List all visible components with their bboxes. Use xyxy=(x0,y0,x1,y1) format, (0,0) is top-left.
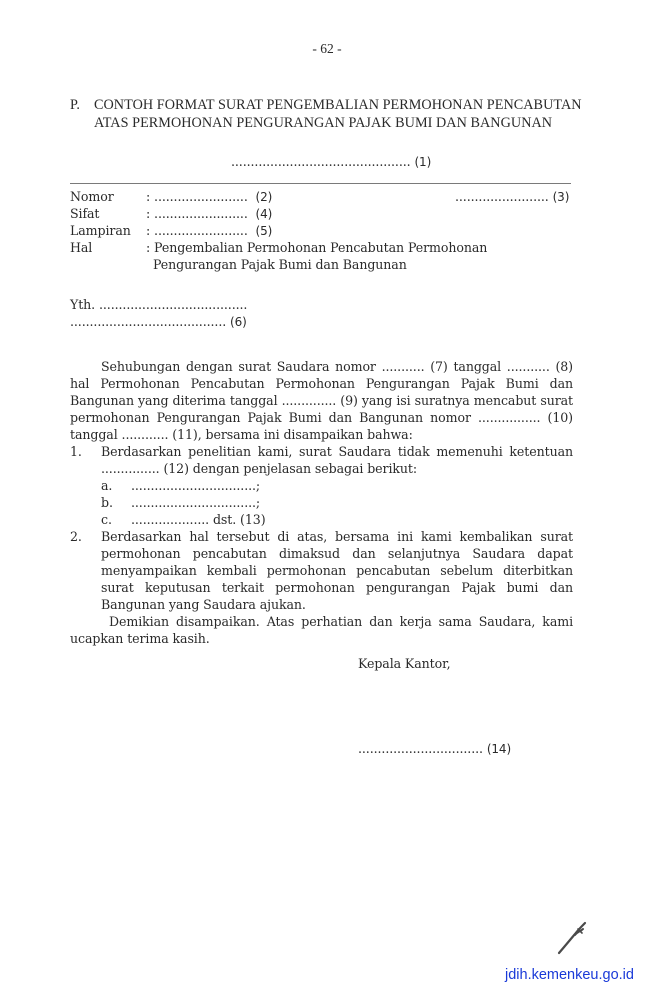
closing-line: Demikian disampaikan. Atas perhatian dan kerja sama Saudara, kami xyxy=(109,614,573,629)
letterhead-dots: .............................................. xyxy=(231,154,411,169)
signatory-name: ................................ (14) xyxy=(358,741,512,756)
nomor-label: Nomor xyxy=(70,189,114,204)
item-1-line: ............... (12) dengan penjelasan sebagai berikut: xyxy=(101,461,418,476)
date-field: ........................ (3) xyxy=(455,189,570,204)
item-2-line: surat keputusan terkait permohonan pengurangan Pajak bumi dan xyxy=(101,580,573,595)
closing-line: ucapkan terima kasih. xyxy=(70,631,210,646)
sifat-field: : ........................ (4) xyxy=(146,206,273,221)
hal-line-1: : Pengembalian Permohonan Pencabutan Permohonan xyxy=(146,240,488,255)
hal-line-2: Pengurangan Pajak Bumi dan Bangunan xyxy=(153,257,407,272)
subitem-a-letter: a. xyxy=(101,478,113,493)
marker-1: (1) xyxy=(414,155,432,169)
header-divider xyxy=(70,183,571,184)
signatory-title: Kepala Kantor, xyxy=(358,656,451,671)
addressee-line-2: ........................................ (6) xyxy=(70,314,247,329)
p1-line: Bangunan yang diterima tanggal .............. (9) yang isi suratnya mencabut surat xyxy=(70,393,573,408)
item-2-number: 2. xyxy=(70,529,82,544)
subitem-c-text: .................... dst. (13) xyxy=(131,512,266,527)
addressee-line-1: Yth. ...................................... xyxy=(70,297,248,312)
heading-letter: P. xyxy=(70,97,80,113)
footer-url-link[interactable]: jdih.kemenkeu.go.id xyxy=(505,967,634,983)
heading-line-2: ATAS PERMOHONAN PENGURANGAN PAJAK BUMI DAN BANGUNAN xyxy=(94,115,553,131)
subitem-a-text: ................................; xyxy=(131,478,261,493)
letterhead-placeholder xyxy=(231,153,431,171)
subitem-b-letter: b. xyxy=(101,495,113,510)
p1-line: Sehubungan dengan surat Saudara nomor ........... (7) tanggal ........... (8) xyxy=(101,359,573,374)
item-2-line: permohonan pencabutan dimaksud dan selanjutnya Saudara dapat xyxy=(101,546,573,561)
lampiran-field: : ........................ (5) xyxy=(146,223,273,238)
item-2-line: Berdasarkan hal tersebut di atas, bersama ini kami kembalikan surat xyxy=(101,529,573,544)
item-1-line: Berdasarkan penelitian kami, surat Saudara tidak memenuhi ketentuan xyxy=(101,444,573,459)
heading-line-1: CONTOH FORMAT SURAT PENGEMBALIAN PERMOHONAN PENCABUTAN xyxy=(94,97,582,113)
page-number: - 62 - xyxy=(312,41,342,56)
p1-line: tanggal ............ (11), bersama ini disampaikan bahwa: xyxy=(70,427,413,442)
subitem-c-letter: c. xyxy=(101,512,112,527)
item-2-line: Bangunan yang Saudara ajukan. xyxy=(101,597,306,612)
subitem-b-text: ................................; xyxy=(131,495,261,510)
nomor-field: : ........................ (2) xyxy=(146,189,273,204)
lampiran-label: Lampiran xyxy=(70,223,131,238)
paraf-initial-icon xyxy=(556,920,590,956)
p1-line: hal Permohonan Pencabutan Permohonan Pengurangan Pajak Bumi dan xyxy=(70,376,573,391)
item-2-line: menyampaikan kembali permohonan pencabutan sebelum diterbitkan xyxy=(101,563,573,578)
hal-label: Hal xyxy=(70,240,93,255)
item-1-number: 1. xyxy=(70,444,82,459)
p1-line: permohonan Pengurangan Pajak Bumi dan Bangunan nomor ................ (10) xyxy=(70,410,573,425)
sifat-label: Sifat xyxy=(70,206,100,221)
